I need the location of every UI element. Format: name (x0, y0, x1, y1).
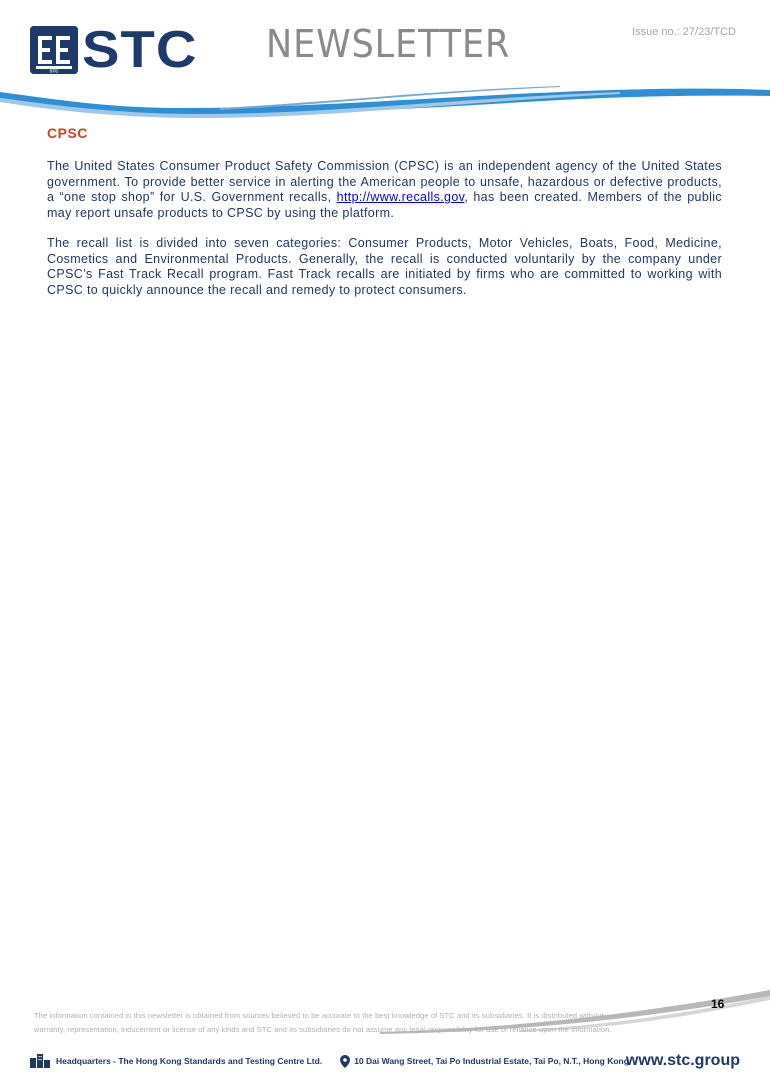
paragraph-intro-text-1: The United States Consumer Product Safety Commission (CPSC) is an independent agency of the United States government. To provide better service in alerting the American people to unsafe, hazardous or defective products, a “one stop shop” for U.S. Government recalls, (47, 159, 722, 204)
page-number: 16 (711, 997, 725, 1011)
location-pin-icon (340, 1055, 350, 1068)
section-title: CPSC (47, 125, 88, 141)
headquarters-text: Headquarters - The Hong Kong Standards and Testing Centre Ltd. (56, 1056, 323, 1066)
logo-mark-text: STC (49, 68, 59, 74)
website-link[interactable]: www.stc.group (625, 1052, 740, 1069)
address-text: 10 Dai Wang Street, Tai Po Industrial Estate, Tai Po, N.T., Hong Kong (354, 1056, 629, 1066)
disclaimer-text: The information contained in this newsletter is obtained from sources believed to be accurate to the best knowledge of STC and its subsidiaries. It is distributed without warranty, representation, inducement or license of any kinds and STC and its subsidiaries do not assume any legal responsibility for use or reliance upon the information. (34, 1011, 612, 1034)
main-content (47, 125, 722, 313)
stc-logo (30, 21, 198, 79)
paragraph-intro-text-2: , has been created. Members of the public may report unsafe products to CPSC by using the platform. (47, 190, 722, 220)
header-swoosh (0, 78, 770, 118)
footer-bar (30, 1050, 740, 1072)
issue-number: Issue no.: 27/23/TCD (632, 26, 736, 38)
recalls-gov-link[interactable]: http://www.recalls.gov (336, 190, 465, 204)
paragraph-intro (47, 159, 722, 221)
paragraph-recall-list: The recall list is divided into seven categories: Consumer Products, Motor Vehicles, Boats, Food, Medicine, Cosmetics and Environmental Products. Generally, the recall is conducted voluntarily by the company under CPSC’s Fast Track Recall program. Fast Track recalls are initiated by firms who are committed to working with CPSC to quickly announce the recall and remedy to protect consumers. (47, 236, 722, 297)
building-icon (30, 1054, 50, 1068)
newsletter-title: NEWSLETTER (266, 22, 511, 66)
logo-mark-icon (30, 26, 78, 74)
logo-text: STC (82, 21, 198, 79)
